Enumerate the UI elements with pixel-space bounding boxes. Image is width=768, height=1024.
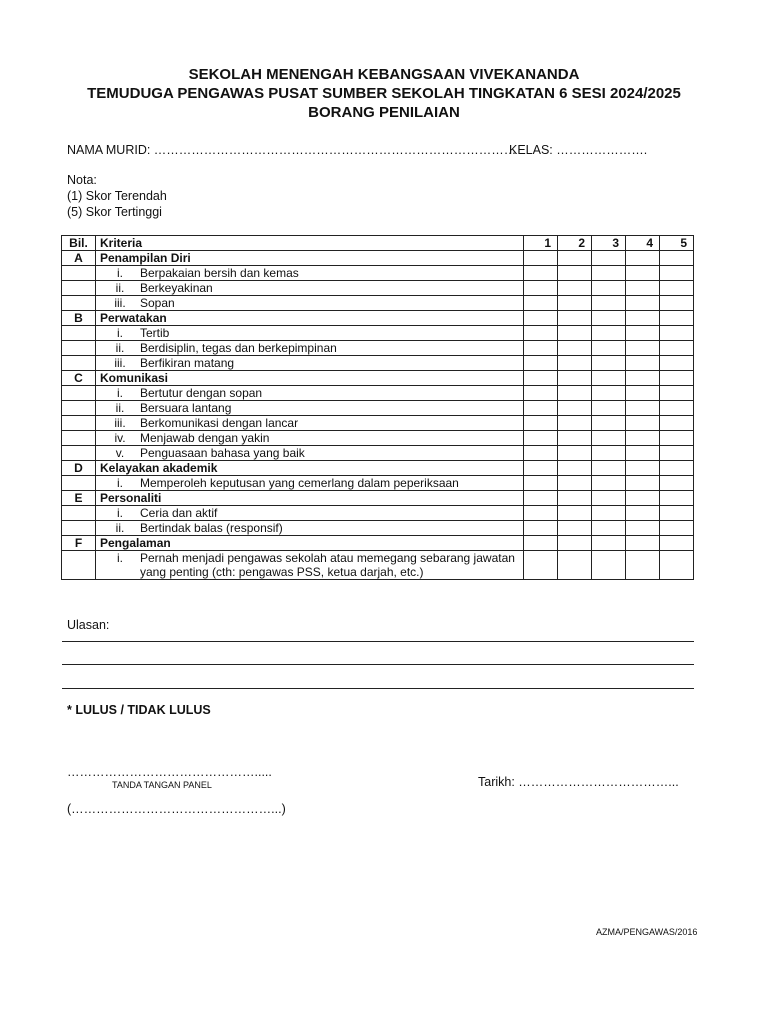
criterion-score-4-cell[interactable] bbox=[626, 341, 660, 356]
criterion-text-line: Sopan bbox=[140, 296, 175, 310]
section-score-2-cell[interactable] bbox=[558, 491, 592, 506]
criterion-text bbox=[140, 476, 519, 490]
criterion-cell bbox=[96, 416, 524, 431]
note-label: Nota: bbox=[67, 173, 97, 187]
criteria-table bbox=[61, 235, 694, 580]
criterion-cell bbox=[96, 476, 524, 491]
section-score-2-cell[interactable] bbox=[558, 251, 592, 266]
criterion-score-5-cell[interactable] bbox=[660, 476, 694, 491]
criterion-cell bbox=[96, 446, 524, 461]
criterion-row bbox=[62, 341, 694, 356]
criterion-text-line-2: yang penting (cth: pengawas PSS, ketua darjah, etc.) bbox=[140, 565, 424, 579]
criterion-score-3-cell[interactable] bbox=[592, 431, 626, 446]
criterion-text-line: Bertutur dengan sopan bbox=[140, 386, 263, 400]
section-row bbox=[62, 461, 694, 476]
criterion-score-1-cell[interactable] bbox=[524, 401, 558, 416]
criterion-score-5-cell[interactable] bbox=[660, 416, 694, 431]
criterion-score-2-cell[interactable] bbox=[558, 296, 592, 311]
criterion-row bbox=[62, 281, 694, 296]
criterion-cell bbox=[96, 341, 524, 356]
criterion-score-2-cell[interactable] bbox=[558, 551, 592, 580]
criterion-score-5-cell[interactable] bbox=[660, 551, 694, 580]
footer-code: AZMA/PENGAWAS/2016 bbox=[596, 927, 698, 937]
school-name-heading: SEKOLAH MENENGAH KEBANGSAAN VIVEKANANDA bbox=[188, 66, 580, 83]
criterion-number: iii. bbox=[114, 416, 126, 430]
criterion-number: ii. bbox=[115, 341, 125, 355]
criterion-cell bbox=[96, 281, 524, 296]
panel-signature-label: TANDA TANGAN PANEL bbox=[112, 780, 212, 790]
criterion-score-3-cell[interactable] bbox=[592, 266, 626, 281]
criterion-score-2-cell[interactable] bbox=[558, 386, 592, 401]
criterion-score-5-cell[interactable] bbox=[660, 341, 694, 356]
criterion-score-4-cell[interactable] bbox=[626, 281, 660, 296]
criterion-score-2-cell[interactable] bbox=[558, 281, 592, 296]
criterion-score-1-cell[interactable] bbox=[524, 341, 558, 356]
criterion-score-1-cell[interactable] bbox=[524, 326, 558, 341]
criterion-score-4-cell[interactable] bbox=[626, 506, 660, 521]
criterion-row bbox=[62, 386, 694, 401]
table-header-row bbox=[62, 236, 694, 251]
date-field[interactable]: Tarikh: ………………………………... bbox=[478, 775, 679, 789]
header-kriteria: Kriteria bbox=[96, 236, 524, 251]
criterion-score-3-cell[interactable] bbox=[592, 401, 626, 416]
criterion-text bbox=[140, 551, 519, 579]
criterion-cell bbox=[96, 326, 524, 341]
criterion-score-3-cell[interactable] bbox=[592, 446, 626, 461]
section-score-2-cell[interactable] bbox=[558, 536, 592, 551]
criterion-bil-cell bbox=[62, 416, 96, 431]
criterion-cell bbox=[96, 296, 524, 311]
criterion-text bbox=[140, 521, 519, 535]
criterion-score-3-cell[interactable] bbox=[592, 296, 626, 311]
criterion-bil-cell bbox=[62, 551, 96, 580]
criterion-cell bbox=[96, 386, 524, 401]
section-score-4-cell[interactable] bbox=[626, 311, 660, 326]
criterion-score-5-cell[interactable] bbox=[660, 266, 694, 281]
criterion-text bbox=[140, 266, 519, 280]
criterion-score-1-cell[interactable] bbox=[524, 476, 558, 491]
criterion-text bbox=[140, 506, 519, 520]
class-field[interactable]: KELAS: …………………. bbox=[509, 143, 648, 157]
criterion-number: i. bbox=[117, 266, 123, 280]
criterion-row bbox=[62, 326, 694, 341]
section-score-1-cell[interactable] bbox=[524, 311, 558, 326]
comments-label: Ulasan: bbox=[67, 618, 110, 632]
section-score-5-cell[interactable] bbox=[660, 461, 694, 476]
criterion-score-2-cell[interactable] bbox=[558, 266, 592, 281]
criterion-score-3-cell[interactable] bbox=[592, 476, 626, 491]
criterion-text bbox=[140, 296, 519, 310]
criterion-score-1-cell[interactable] bbox=[524, 521, 558, 536]
criterion-text-line: Berpakaian bersih dan kemas bbox=[140, 266, 299, 280]
section-score-1-cell[interactable] bbox=[524, 251, 558, 266]
criterion-row bbox=[62, 431, 694, 446]
section-title: Komunikasi bbox=[96, 371, 524, 386]
criterion-score-2-cell[interactable] bbox=[558, 326, 592, 341]
criterion-number: i. bbox=[117, 386, 123, 400]
criterion-number: i. bbox=[117, 326, 123, 340]
criterion-score-4-cell[interactable] bbox=[626, 446, 660, 461]
criterion-score-2-cell[interactable] bbox=[558, 341, 592, 356]
criterion-score-2-cell[interactable] bbox=[558, 521, 592, 536]
criterion-score-5-cell[interactable] bbox=[660, 506, 694, 521]
criterion-cell bbox=[96, 356, 524, 371]
section-score-3-cell[interactable] bbox=[592, 491, 626, 506]
note-lowest-score: (1) Skor Terendah bbox=[67, 189, 167, 203]
section-score-4-cell[interactable] bbox=[626, 251, 660, 266]
criterion-bil-cell bbox=[62, 296, 96, 311]
section-score-2-cell[interactable] bbox=[558, 371, 592, 386]
header-bil: Bil. bbox=[62, 236, 96, 251]
criterion-score-1-cell[interactable] bbox=[524, 551, 558, 580]
criterion-text-line: Ceria dan aktif bbox=[140, 506, 218, 520]
section-score-2-cell[interactable] bbox=[558, 461, 592, 476]
criterion-score-2-cell[interactable] bbox=[558, 431, 592, 446]
criterion-score-5-cell[interactable] bbox=[660, 386, 694, 401]
signature-line[interactable]: ………………………………………..... bbox=[67, 765, 272, 779]
criterion-score-1-cell[interactable] bbox=[524, 386, 558, 401]
header-score-1: 1 bbox=[524, 236, 558, 251]
section-score-1-cell[interactable] bbox=[524, 371, 558, 386]
criterion-text-line: Bersuara lantang bbox=[140, 401, 232, 415]
criterion-score-2-cell[interactable] bbox=[558, 401, 592, 416]
criterion-number: iii. bbox=[114, 296, 126, 310]
criterion-row bbox=[62, 266, 694, 281]
section-score-5-cell[interactable] bbox=[660, 371, 694, 386]
criterion-score-3-cell[interactable] bbox=[592, 386, 626, 401]
criterion-number: iii. bbox=[114, 356, 126, 370]
section-bil: E bbox=[62, 491, 96, 506]
criterion-bil-cell bbox=[62, 506, 96, 521]
criterion-score-3-cell[interactable] bbox=[592, 281, 626, 296]
section-title: Pengalaman bbox=[96, 536, 524, 551]
section-row bbox=[62, 371, 694, 386]
criterion-text bbox=[140, 401, 519, 415]
criterion-row bbox=[62, 551, 694, 580]
criterion-row bbox=[62, 356, 694, 371]
criterion-row bbox=[62, 446, 694, 461]
criterion-text-line: Berkomunikasi dengan lancar bbox=[140, 416, 299, 430]
criterion-score-3-cell[interactable] bbox=[592, 506, 626, 521]
criterion-text bbox=[140, 341, 519, 355]
criterion-score-1-cell[interactable] bbox=[524, 281, 558, 296]
criterion-cell bbox=[96, 266, 524, 281]
section-score-3-cell[interactable] bbox=[592, 371, 626, 386]
criterion-row bbox=[62, 401, 694, 416]
criterion-score-3-cell[interactable] bbox=[592, 521, 626, 536]
criterion-score-4-cell[interactable] bbox=[626, 401, 660, 416]
criterion-row bbox=[62, 521, 694, 536]
section-title: Personaliti bbox=[96, 491, 524, 506]
section-score-5-cell[interactable] bbox=[660, 491, 694, 506]
criterion-score-5-cell[interactable] bbox=[660, 521, 694, 536]
criterion-text bbox=[140, 386, 519, 400]
criterion-bil-cell bbox=[62, 341, 96, 356]
criterion-row bbox=[62, 416, 694, 431]
criterion-row bbox=[62, 296, 694, 311]
criterion-text bbox=[140, 416, 519, 430]
criterion-score-1-cell[interactable] bbox=[524, 356, 558, 371]
criterion-score-4-cell[interactable] bbox=[626, 266, 660, 281]
criterion-score-5-cell[interactable] bbox=[660, 296, 694, 311]
criterion-score-4-cell[interactable] bbox=[626, 476, 660, 491]
section-score-1-cell[interactable] bbox=[524, 536, 558, 551]
criterion-text bbox=[140, 431, 519, 445]
criterion-score-2-cell[interactable] bbox=[558, 446, 592, 461]
section-row bbox=[62, 536, 694, 551]
section-title: Perwatakan bbox=[96, 311, 524, 326]
section-score-4-cell[interactable] bbox=[626, 461, 660, 476]
criterion-cell bbox=[96, 506, 524, 521]
criterion-score-1-cell[interactable] bbox=[524, 266, 558, 281]
criterion-score-4-cell[interactable] bbox=[626, 356, 660, 371]
form-title-heading: BORANG PENILAIAN bbox=[308, 104, 460, 121]
criterion-number: v. bbox=[115, 446, 125, 460]
student-name-field[interactable]: NAMA MURID: …………………………………………………………………………… bbox=[67, 143, 517, 157]
criterion-bil-cell bbox=[62, 326, 96, 341]
criterion-bil-cell bbox=[62, 446, 96, 461]
criterion-text-line: Berkeyakinan bbox=[140, 281, 213, 295]
section-score-3-cell[interactable] bbox=[592, 536, 626, 551]
criterion-score-2-cell[interactable] bbox=[558, 506, 592, 521]
criterion-text-line: Menjawab dengan yakin bbox=[140, 431, 270, 445]
criterion-score-2-cell[interactable] bbox=[558, 476, 592, 491]
criterion-row bbox=[62, 476, 694, 491]
criterion-score-5-cell[interactable] bbox=[660, 326, 694, 341]
criterion-score-1-cell[interactable] bbox=[524, 416, 558, 431]
section-score-3-cell[interactable] bbox=[592, 251, 626, 266]
criterion-score-3-cell[interactable] bbox=[592, 551, 626, 580]
criterion-text-line: Penguasaan bahasa yang baik bbox=[140, 446, 305, 460]
section-bil: F bbox=[62, 536, 96, 551]
header-score-4: 4 bbox=[626, 236, 660, 251]
panel-name-line[interactable]: (…………………………………………...) bbox=[67, 802, 286, 816]
section-row bbox=[62, 311, 694, 326]
section-score-1-cell[interactable] bbox=[524, 461, 558, 476]
note-highest-score: (5) Skor Tertinggi bbox=[67, 205, 162, 219]
comments-line-1[interactable] bbox=[62, 641, 694, 642]
section-score-3-cell[interactable] bbox=[592, 311, 626, 326]
criterion-text bbox=[140, 326, 519, 340]
section-bil: C bbox=[62, 371, 96, 386]
criterion-number: i. bbox=[117, 551, 123, 565]
criterion-bil-cell bbox=[62, 356, 96, 371]
criterion-score-4-cell[interactable] bbox=[626, 551, 660, 580]
criterion-text-line: Berdisiplin, tegas dan berkepimpinan bbox=[140, 341, 337, 355]
criterion-text bbox=[140, 446, 519, 460]
criterion-text-line: Tertib bbox=[140, 326, 170, 340]
criterion-text bbox=[140, 356, 519, 370]
criterion-score-5-cell[interactable] bbox=[660, 401, 694, 416]
criterion-score-3-cell[interactable] bbox=[592, 416, 626, 431]
criterion-number: i. bbox=[117, 506, 123, 520]
criterion-score-3-cell[interactable] bbox=[592, 326, 626, 341]
interview-title-heading: TEMUDUGA PENGAWAS PUSAT SUMBER SEKOLAH TINGKATAN 6 SESI 2024/2025 bbox=[87, 85, 681, 102]
comments-line-2[interactable] bbox=[62, 664, 694, 665]
section-bil: D bbox=[62, 461, 96, 476]
criterion-bil-cell bbox=[62, 521, 96, 536]
criterion-cell bbox=[96, 551, 524, 580]
criterion-text-line: Memperoleh keputusan yang cemerlang dalam peperiksaan bbox=[140, 476, 459, 490]
pass-fail-label: * LULUS / TIDAK LULUS bbox=[67, 703, 211, 717]
criterion-score-1-cell[interactable] bbox=[524, 431, 558, 446]
criterion-score-3-cell[interactable] bbox=[592, 356, 626, 371]
criterion-row bbox=[62, 506, 694, 521]
criterion-text-line: Berfikiran matang bbox=[140, 356, 235, 370]
section-score-4-cell[interactable] bbox=[626, 371, 660, 386]
comments-line-3[interactable] bbox=[62, 688, 694, 689]
criterion-bil-cell bbox=[62, 266, 96, 281]
criterion-score-5-cell[interactable] bbox=[660, 446, 694, 461]
criterion-score-4-cell[interactable] bbox=[626, 296, 660, 311]
criterion-bil-cell bbox=[62, 476, 96, 491]
criterion-cell bbox=[96, 431, 524, 446]
criterion-score-2-cell[interactable] bbox=[558, 356, 592, 371]
criterion-cell bbox=[96, 521, 524, 536]
criterion-score-4-cell[interactable] bbox=[626, 431, 660, 446]
criterion-score-5-cell[interactable] bbox=[660, 281, 694, 296]
section-row bbox=[62, 491, 694, 506]
criterion-cell bbox=[96, 401, 524, 416]
criterion-number: ii. bbox=[115, 401, 125, 415]
section-score-5-cell[interactable] bbox=[660, 536, 694, 551]
criterion-bil-cell bbox=[62, 431, 96, 446]
criterion-score-4-cell[interactable] bbox=[626, 521, 660, 536]
criterion-text-line: Bertindak balas (responsif) bbox=[140, 521, 283, 535]
criterion-text-line: Pernah menjadi pengawas sekolah atau memegang sebarang jawatan bbox=[140, 551, 515, 565]
section-title: Penampilan Diri bbox=[96, 251, 524, 266]
section-score-4-cell[interactable] bbox=[626, 536, 660, 551]
criterion-score-4-cell[interactable] bbox=[626, 326, 660, 341]
criterion-score-5-cell[interactable] bbox=[660, 431, 694, 446]
section-score-5-cell[interactable] bbox=[660, 311, 694, 326]
criterion-score-3-cell[interactable] bbox=[592, 341, 626, 356]
criterion-score-1-cell[interactable] bbox=[524, 446, 558, 461]
section-bil: B bbox=[62, 311, 96, 326]
section-score-1-cell[interactable] bbox=[524, 491, 558, 506]
section-score-5-cell[interactable] bbox=[660, 251, 694, 266]
section-score-2-cell[interactable] bbox=[558, 311, 592, 326]
criterion-score-5-cell[interactable] bbox=[660, 356, 694, 371]
section-score-3-cell[interactable] bbox=[592, 461, 626, 476]
criterion-score-1-cell[interactable] bbox=[524, 506, 558, 521]
criterion-number: ii. bbox=[115, 521, 125, 535]
criterion-number: i. bbox=[117, 476, 123, 490]
header-score-2: 2 bbox=[558, 236, 592, 251]
criterion-score-4-cell[interactable] bbox=[626, 386, 660, 401]
header-score-3: 3 bbox=[592, 236, 626, 251]
header-score-5: 5 bbox=[660, 236, 694, 251]
criterion-score-2-cell[interactable] bbox=[558, 416, 592, 431]
criterion-bil-cell bbox=[62, 281, 96, 296]
criterion-bil-cell bbox=[62, 401, 96, 416]
section-title: Kelayakan akademik bbox=[96, 461, 524, 476]
section-bil: A bbox=[62, 251, 96, 266]
criterion-bil-cell bbox=[62, 386, 96, 401]
criterion-text bbox=[140, 281, 519, 295]
section-score-4-cell[interactable] bbox=[626, 491, 660, 506]
criterion-number: iv. bbox=[114, 431, 126, 445]
criterion-number: ii. bbox=[115, 281, 125, 295]
section-row bbox=[62, 251, 694, 266]
criterion-score-4-cell[interactable] bbox=[626, 416, 660, 431]
criterion-score-1-cell[interactable] bbox=[524, 296, 558, 311]
